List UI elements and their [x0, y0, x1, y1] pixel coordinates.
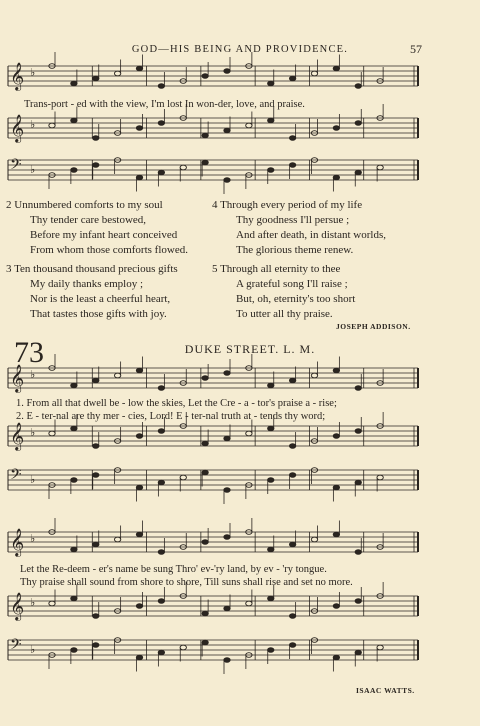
note-head [268, 547, 274, 552]
note-head [333, 66, 339, 71]
note-head [355, 429, 361, 434]
note-head [202, 640, 208, 645]
note-head [268, 383, 274, 388]
verse-2-line-2: Thy praise shall sound from shore to shore, Till suns shall rise and set no more. [20, 577, 353, 588]
note-head [49, 123, 55, 128]
note-head [224, 535, 230, 540]
note-head [136, 368, 142, 373]
running-header: GOD—HIS BEING AND PROVIDENCE. [131, 44, 349, 55]
note-head [180, 645, 186, 650]
stanza-number: 4 [212, 199, 218, 211]
note-head [289, 473, 295, 478]
note-head [71, 478, 77, 483]
flat-icon: ♭ [30, 533, 36, 545]
stanza-line: From whom those comforts flowed. [30, 244, 188, 256]
treble-clef-icon: 𝄞 [10, 114, 25, 142]
note-head [158, 429, 164, 434]
note-head [333, 532, 339, 537]
stanza-line: Through all eternity to thee [220, 263, 341, 275]
bass-clef-icon: 𝄢 [10, 466, 22, 487]
stanza-3 [6, 262, 178, 322]
note-head [158, 599, 164, 604]
stanza-5 [212, 262, 355, 322]
staff-73-bass-2 [8, 636, 418, 674]
note-head [158, 386, 164, 391]
note-head [355, 84, 361, 89]
flat-icon: ♭ [30, 164, 36, 176]
stanza-line: That tastes those gifts with joy. [30, 308, 167, 320]
note-head [333, 175, 339, 180]
note-head [289, 643, 295, 648]
staff-73-treble-3 [8, 518, 418, 557]
note-head [71, 118, 77, 123]
note-head [93, 76, 99, 81]
stanza-line: Unnumbered comforts to my soul [14, 199, 163, 211]
note-head [246, 601, 252, 606]
note-head [71, 648, 77, 653]
stanza-number: 3 [6, 263, 12, 275]
author-attribution-prev: JOSEPH ADDISON. [336, 322, 411, 331]
note-head [136, 434, 142, 439]
stanza-line: To utter all thy praise. [236, 308, 333, 320]
page-number: 57 [410, 42, 422, 56]
note-head [224, 488, 230, 493]
note-head [224, 658, 230, 663]
note-head [333, 434, 339, 439]
note-head [93, 444, 99, 449]
note-head [224, 69, 230, 74]
hymn-title: DUKE STREET. L. M. [184, 342, 316, 356]
note-head [180, 475, 186, 480]
note-head [180, 165, 186, 170]
note-head [355, 599, 361, 604]
note-head [114, 373, 120, 378]
flat-icon: ♭ [30, 369, 36, 381]
note-head [136, 604, 142, 609]
flat-icon: ♭ [30, 644, 36, 656]
stanza-line: Thy goodness I'll persue ; [236, 214, 350, 226]
staff-prev-treble-1 [8, 52, 418, 91]
note-head [202, 611, 208, 616]
note-head [114, 537, 120, 542]
stanza-line: Nor is the least a cheerful heart, [30, 293, 171, 305]
stanza-line: The glorious theme renew. [236, 244, 354, 256]
note-head [289, 163, 295, 168]
note-head [158, 480, 164, 485]
note-head [93, 614, 99, 619]
note-head [158, 650, 164, 655]
note-head [93, 473, 99, 478]
staff-prev-bass [8, 156, 418, 194]
note-head [377, 645, 383, 650]
note-head [158, 84, 164, 89]
stanza-line: And after death, in distant worlds, [236, 229, 386, 241]
note-head [289, 76, 295, 81]
note-head [224, 178, 230, 183]
note-head [311, 373, 317, 378]
note-head [224, 436, 230, 441]
note-head [311, 537, 317, 542]
note-head [114, 71, 120, 76]
treble-clef-icon: 𝄞 [10, 364, 25, 392]
note-head [355, 170, 361, 175]
note-head [289, 444, 295, 449]
bass-clef-icon: 𝄢 [10, 636, 22, 657]
note-head [93, 163, 99, 168]
note-head [268, 168, 274, 173]
note-head [333, 655, 339, 660]
flat-icon: ♭ [30, 474, 36, 486]
note-head [268, 81, 274, 86]
note-head [377, 165, 383, 170]
note-head [136, 126, 142, 131]
note-head [268, 426, 274, 431]
note-head [333, 126, 339, 131]
stanza-line: Before my infant heart conceived [30, 229, 178, 241]
stanza-line: My daily thanks employ ; [30, 278, 144, 290]
stanza-line: But, oh, eternity's too short [236, 293, 356, 305]
note-head [333, 485, 339, 490]
verse-2-line-1: 2. E - ter-nal are thy mer - cies, Lord! E - ter-nal truth at - tends thy word; [16, 411, 326, 422]
treble-clef-icon: 𝄞 [10, 592, 25, 620]
note-head [224, 371, 230, 376]
treble-clef-icon: 𝄞 [10, 62, 25, 90]
note-head [355, 480, 361, 485]
verse-1-line-1: 1. From all that dwell be - low the skies, Let the Cre - a - tor's praise a - rise; [16, 398, 337, 409]
bass-clef-icon: 𝄢 [10, 156, 22, 177]
verse-1-line-2: Let the Re-deem - er's name be sung Thro' ev-'ry land, by ev - 'ry tongue. [20, 564, 327, 575]
note-head [136, 532, 142, 537]
note-head [333, 604, 339, 609]
note-head [224, 606, 230, 611]
flat-icon: ♭ [30, 119, 36, 131]
stanza-number: 2 [6, 199, 12, 211]
stanza-line: A grateful song I'll raise ; [236, 278, 348, 290]
stanza-line: Through every period of my life [220, 199, 363, 211]
note-head [202, 160, 208, 165]
note-head [136, 175, 142, 180]
stanza-number: 5 [212, 263, 218, 275]
note-head [202, 540, 208, 545]
note-head [355, 650, 361, 655]
stanza-4 [212, 198, 386, 258]
note-head [136, 66, 142, 71]
note-head [202, 133, 208, 138]
note-head [71, 547, 77, 552]
stanza-2 [6, 198, 188, 258]
note-head [71, 383, 77, 388]
flat-icon: ♭ [30, 67, 36, 79]
note-head [268, 478, 274, 483]
note-head [93, 136, 99, 141]
note-head [224, 128, 230, 133]
note-head [268, 648, 274, 653]
note-head [355, 386, 361, 391]
author-attribution: ISAAC WATTS. [356, 686, 415, 695]
note-head [289, 542, 295, 547]
flat-icon: ♭ [30, 597, 36, 609]
note-head [49, 601, 55, 606]
note-head [289, 378, 295, 383]
note-head [268, 118, 274, 123]
note-head [246, 431, 252, 436]
note-head [93, 542, 99, 547]
note-head [71, 168, 77, 173]
note-head [49, 431, 55, 436]
note-head [158, 121, 164, 126]
note-head [377, 475, 383, 480]
note-head [202, 74, 208, 79]
treble-clef-icon: 𝄞 [10, 528, 25, 556]
note-head [333, 368, 339, 373]
lyric-line-prev: Trans-port - ed with the view, I'm lost In won-der, love, and praise. [24, 99, 305, 110]
treble-clef-icon: 𝄞 [10, 422, 25, 450]
stanza-line: Ten thousand thousand precious gifts [14, 263, 178, 275]
note-head [202, 376, 208, 381]
note-head [71, 596, 77, 601]
flat-icon: ♭ [30, 427, 36, 439]
note-head [136, 655, 142, 660]
note-head [71, 81, 77, 86]
note-head [311, 71, 317, 76]
note-head [246, 123, 252, 128]
note-head [355, 121, 361, 126]
note-head [289, 614, 295, 619]
note-head [71, 426, 77, 431]
note-head [158, 170, 164, 175]
staff-73-treble-1 [8, 354, 418, 393]
note-head [158, 550, 164, 555]
hymn-number: 73 [14, 336, 44, 369]
stanza-line: Thy tender care bestowed, [30, 214, 147, 226]
note-head [355, 550, 361, 555]
note-head [289, 136, 295, 141]
note-head [268, 596, 274, 601]
note-head [136, 485, 142, 490]
note-head [202, 470, 208, 475]
note-head [202, 441, 208, 446]
note-head [93, 378, 99, 383]
note-head [93, 643, 99, 648]
staff-73-bass [8, 466, 418, 504]
